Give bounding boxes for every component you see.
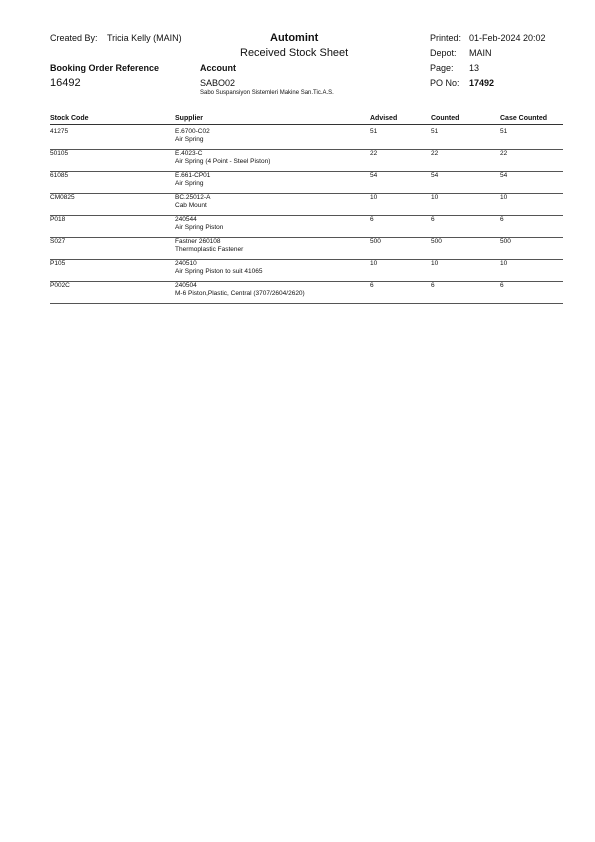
depot-value: MAIN — [469, 48, 492, 58]
item-description: Air Spring — [175, 136, 204, 143]
case-counted-qty: 22 — [500, 150, 508, 157]
page-number: 13 — [469, 63, 480, 73]
booking-ref-value: 16492 — [50, 77, 81, 89]
item-description: Air Spring (4 Point - Steel Piston) — [175, 158, 271, 165]
supplier-code: E.6700-C02 — [175, 128, 210, 135]
stock-code: P018 — [50, 216, 66, 223]
case-counted-qty: 6 — [500, 216, 504, 223]
account-code: SABO02 — [200, 78, 236, 88]
table-row — [50, 150, 563, 172]
column-header-supplier: Supplier — [175, 115, 204, 122]
printed-label: Printed: — [430, 33, 462, 43]
case-counted-qty: 54 — [500, 172, 508, 179]
case-counted-qty: 10 — [500, 194, 508, 201]
supplier-code: 240504 — [175, 282, 197, 289]
counted-qty: 51 — [431, 128, 439, 135]
stock-code: 61085 — [50, 172, 69, 179]
column-header-stock-code: Stock Code — [50, 115, 89, 122]
advised-qty: 10 — [370, 194, 378, 201]
item-description: Thermoplastic Fastener — [175, 246, 244, 253]
header-divider — [50, 124, 563, 125]
advised-qty: 54 — [370, 172, 378, 179]
item-description: Air Spring Piston — [175, 224, 224, 231]
table-row — [50, 128, 563, 150]
column-header-counted: Counted — [431, 115, 460, 122]
booking-ref-label: Booking Order Reference — [50, 63, 160, 73]
case-counted-qty: 6 — [500, 282, 504, 289]
supplier-code: E.4023-C — [175, 150, 203, 157]
advised-qty: 51 — [370, 128, 378, 135]
column-header-advised: Advised — [370, 115, 398, 122]
table-row — [50, 238, 563, 260]
printed-value: 01-Feb-2024 20:02 — [469, 33, 546, 43]
item-description: Air Spring — [175, 180, 204, 187]
page-label: Page: — [430, 63, 454, 73]
stock-code: 41275 — [50, 128, 69, 135]
stock-code: P105 — [50, 260, 66, 267]
supplier-code: Fastner 260108 — [175, 238, 221, 245]
sheet-title: Received Stock Sheet — [240, 47, 349, 59]
advised-qty: 500 — [370, 238, 381, 245]
counted-qty: 22 — [431, 150, 439, 157]
account-label: Account — [200, 63, 236, 73]
item-description: Cab Mount — [175, 202, 207, 209]
counted-qty: 10 — [431, 194, 439, 201]
supplier-code: 240510 — [175, 260, 197, 267]
account-name: Sabo Suspansiyon Sistemleri Makine San.Tic.A.S. — [200, 90, 334, 96]
created-by-label: Created By: — [50, 33, 98, 43]
company-name: Automint — [270, 32, 319, 44]
table-row — [50, 260, 563, 282]
counted-qty: 500 — [431, 238, 442, 245]
advised-qty: 22 — [370, 150, 378, 157]
case-counted-qty: 51 — [500, 128, 508, 135]
table-row — [50, 194, 563, 216]
po-label: PO No: — [430, 78, 460, 88]
counted-qty: 10 — [431, 260, 439, 267]
stock-code: P002C — [50, 282, 70, 289]
advised-qty: 6 — [370, 282, 374, 289]
counted-qty: 54 — [431, 172, 439, 179]
table-row — [50, 172, 563, 194]
case-counted-qty: 10 — [500, 260, 508, 267]
item-description: Air Spring Piston to suit 41065 — [175, 268, 263, 275]
supplier-code: E.661-CP01 — [175, 172, 211, 179]
stock-code: S027 — [50, 238, 66, 245]
advised-qty: 10 — [370, 260, 378, 267]
advised-qty: 6 — [370, 216, 374, 223]
depot-label: Depot: — [430, 48, 457, 58]
po-value: 17492 — [469, 78, 495, 88]
item-description: M-6 Piston,Plastic, Central (3707/2604/2620) — [175, 290, 305, 297]
table-row — [50, 282, 563, 304]
table-row — [50, 216, 563, 238]
column-header-case-counted: Case Counted — [500, 115, 548, 122]
counted-qty: 6 — [431, 282, 435, 289]
created-by-value: Tricia Kelly (MAIN) — [107, 33, 182, 43]
stock-code: 50105 — [50, 150, 69, 157]
stock-code: CM0825 — [50, 194, 75, 201]
counted-qty: 6 — [431, 216, 435, 223]
case-counted-qty: 500 — [500, 238, 511, 245]
supplier-code: BC.25012-A — [175, 194, 211, 201]
supplier-code: 240544 — [175, 216, 197, 223]
